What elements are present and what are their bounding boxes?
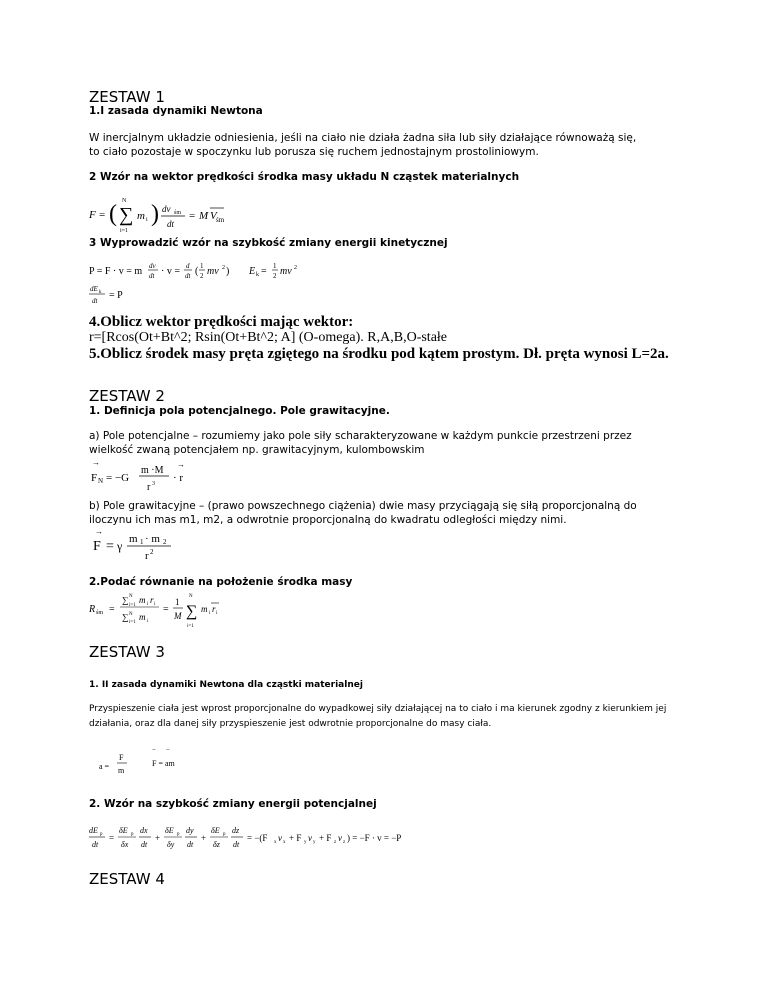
- svg-text:k: k: [256, 272, 259, 278]
- svg-text:=: =: [99, 209, 106, 221]
- svg-text:d: d: [186, 262, 190, 270]
- svg-text:i: i: [147, 619, 149, 624]
- svg-text:a =: a =: [99, 762, 110, 771]
- svg-text:=: =: [106, 539, 114, 554]
- svg-text:1: 1: [140, 538, 144, 546]
- svg-text:2: 2: [163, 538, 167, 546]
- svg-text:dt: dt: [233, 840, 240, 849]
- svg-text:δE: δE: [119, 826, 128, 835]
- svg-text:i: i: [154, 602, 156, 607]
- svg-text:(: (: [195, 266, 199, 277]
- svg-text:dv: dv: [149, 262, 156, 270]
- question-1-4: 4.Oblicz wektor prędkości mając wektor:: [89, 314, 354, 330]
- formula-center-of-mass-position: [89, 588, 259, 632]
- svg-text:i=1: i=1: [187, 624, 194, 629]
- formula-newton-second-law: [89, 745, 199, 777]
- paragraph-line: wielkość zwaną potencjałem np. grawitacyjnym, kulombowskim: [89, 444, 425, 456]
- section-title-4: ZESTAW 4: [89, 870, 165, 888]
- svg-text:k: k: [99, 290, 102, 295]
- question-1-5: 5.Oblicz środek masy pręta zgiętego na środku pod kątem prostym. Dł. pręta wynosi L=2a.: [89, 346, 669, 362]
- svg-text:r: r: [145, 550, 149, 562]
- question-2-2: 2.Podać równanie na położenie środka masy: [89, 576, 353, 588]
- paragraph-line: b) Pole grawitacyjne – (prawo powszechnego ciążenia) dwie masy przyciągają się siłą proporcjonalną do: [89, 500, 637, 512]
- svg-text:dt: dt: [149, 272, 155, 280]
- svg-text:dt: dt: [187, 840, 194, 849]
- svg-text:v: v: [278, 833, 282, 843]
- svg-text:r: r: [212, 604, 216, 614]
- svg-text:dE: dE: [89, 826, 98, 835]
- svg-text:dE: dE: [90, 285, 98, 293]
- svg-text:i: i: [146, 217, 148, 223]
- svg-text:i: i: [147, 602, 149, 607]
- svg-text:i: i: [216, 611, 218, 616]
- svg-text:+: +: [201, 833, 207, 843]
- svg-text:śm: śm: [174, 210, 182, 216]
- svg-text:+ F: + F: [319, 833, 332, 843]
- svg-text:E: E: [249, 266, 256, 277]
- svg-text:∑: ∑: [122, 612, 129, 622]
- svg-text:∑: ∑: [186, 603, 198, 620]
- question-3-1: 1. II zasada dynamiki Newtona dla cząstki materialnej: [89, 680, 363, 690]
- svg-text:m: m: [118, 766, 125, 775]
- svg-text:r: r: [150, 595, 154, 605]
- svg-text:śm: śm: [216, 216, 225, 224]
- section-title-3: ZESTAW 3: [89, 643, 165, 661]
- svg-text:N: N: [129, 594, 133, 599]
- svg-text:dt: dt: [185, 272, 191, 280]
- svg-text:1: 1: [200, 262, 204, 270]
- svg-text:N: N: [98, 477, 104, 485]
- svg-text:y: y: [304, 840, 307, 845]
- svg-text:2: 2: [222, 265, 225, 271]
- svg-text:M: M: [174, 611, 182, 621]
- svg-text:=: =: [189, 210, 196, 222]
- svg-text:2: 2: [200, 272, 204, 280]
- svg-text:· v =: · v =: [161, 266, 180, 277]
- svg-text:m: m: [201, 604, 208, 614]
- svg-text:V: V: [210, 210, 217, 222]
- svg-text:γ: γ: [117, 539, 123, 553]
- formula-universal-gravitation: [89, 526, 209, 566]
- paragraph-line: działania, oraz dla danej siły przyspieszenie jest odwrotnie proporcjonalne do masy ciała.: [89, 719, 492, 729]
- question-1-3: 3 Wyprowadzić wzór na szybkość zmiany energii kinetycznej: [89, 237, 448, 249]
- svg-text:δE: δE: [211, 826, 220, 835]
- svg-text:i=1: i=1: [129, 603, 136, 608]
- svg-text:N: N: [129, 612, 133, 617]
- svg-text:i=1: i=1: [120, 228, 129, 234]
- svg-text:m: m: [129, 533, 138, 545]
- svg-text:→: →: [92, 458, 100, 467]
- svg-text:δy: δy: [167, 840, 175, 849]
- svg-text:dx: dx: [140, 826, 148, 835]
- svg-text:dv: dv: [162, 204, 171, 214]
- paragraph-line: iloczynu ich mas m1, m2, a odwrotnie proporcjonalną do kwadratu odległości między nimi.: [89, 514, 567, 526]
- svg-text:i: i: [209, 611, 211, 616]
- svg-text:r: r: [147, 482, 151, 493]
- paragraph-line: Przyspieszenie ciała jest wprost proporcjonalne do wypadkowej siły działającej na to ciało i ma kierunek zgodny z kierunkiem jej: [89, 704, 667, 714]
- svg-text:śm: śm: [96, 610, 104, 616]
- svg-text:N: N: [122, 198, 127, 204]
- svg-text:dt: dt: [92, 297, 98, 305]
- svg-text:(: (: [109, 201, 117, 227]
- question-3-2: 2. Wzór na szybkość zmiany energii potencjalnej: [89, 798, 377, 810]
- paragraph-line: W inercjalnym układzie odniesienia, jeśli na ciało nie działa żadna siła lub siły działające równoważą się,: [89, 132, 637, 144]
- svg-text:1: 1: [175, 597, 180, 607]
- svg-text:F: F: [89, 209, 96, 221]
- svg-text:M: M: [199, 210, 209, 222]
- svg-text:z: z: [343, 840, 346, 845]
- vector-definition: r=[Rcos(Ot+Bt^2; Rsin(Ot+Bt^2; A] (O-omega). R,A,B,O-stałe: [89, 330, 448, 345]
- svg-text:= −G: = −G: [106, 472, 130, 484]
- svg-text:p: p: [177, 832, 180, 837]
- svg-text:N: N: [189, 594, 193, 599]
- svg-text:F = am: F = am: [152, 759, 175, 768]
- paragraph-line: a) Pole potencjalne – rozumiemy jako pole siły scharakteryzowane w każdym punkcie przestrzeni przez: [89, 430, 632, 442]
- svg-text:+ F: + F: [289, 833, 302, 843]
- svg-text:2: 2: [150, 548, 154, 556]
- svg-text:R: R: [89, 604, 96, 615]
- svg-text:y: y: [313, 840, 316, 845]
- svg-text:→: →: [177, 460, 185, 469]
- svg-text:=: =: [163, 604, 169, 615]
- svg-text:dt: dt: [92, 840, 99, 849]
- svg-text:): ): [226, 266, 230, 277]
- svg-text:i=1: i=1: [129, 620, 136, 625]
- svg-text:δE: δE: [165, 826, 174, 835]
- formula-gravitational-force: [89, 457, 209, 497]
- svg-text:p: p: [100, 832, 103, 837]
- svg-text:· m: · m: [145, 533, 160, 545]
- svg-text:p: p: [131, 832, 134, 837]
- question-1-2: 2 Wzór na wektor prędkości środka masy układu N cząstek materialnych: [89, 171, 520, 183]
- svg-text:δx: δx: [121, 840, 129, 849]
- formula-kinetic-energy-rate: [89, 258, 349, 308]
- svg-text:m: m: [137, 210, 145, 222]
- paragraph-line: to ciało pozostaje w spoczynku lub porusza się ruchem jednostajnym prostoliniowym.: [89, 146, 539, 158]
- formula-center-of-mass-velocity: [89, 192, 249, 238]
- svg-text:=: =: [109, 833, 115, 843]
- svg-text:+: +: [155, 833, 161, 843]
- svg-text:p: p: [223, 832, 226, 837]
- svg-text:2: 2: [273, 272, 277, 280]
- svg-text:) = −F · v = −P: ) = −F · v = −P: [347, 833, 402, 843]
- svg-text:dy: dy: [186, 826, 194, 835]
- svg-text:dt: dt: [167, 219, 175, 229]
- svg-text:3: 3: [152, 481, 155, 487]
- svg-text:δz: δz: [213, 840, 220, 849]
- svg-text:m: m: [139, 595, 146, 605]
- question-2-1: 1. Definicja pola potencjalnego. Pole grawitacyjne.: [89, 405, 390, 417]
- section-title-1: ZESTAW 1: [89, 88, 165, 106]
- svg-text:=: =: [109, 604, 115, 615]
- section-title-2: ZESTAW 2: [89, 387, 165, 405]
- svg-text:2: 2: [294, 265, 297, 271]
- svg-text:): ): [151, 201, 159, 227]
- svg-text:−: −: [152, 746, 156, 754]
- svg-text:m: m: [139, 612, 146, 622]
- svg-text:= P: = P: [109, 290, 123, 301]
- svg-text:=: =: [261, 266, 267, 277]
- svg-text:−: −: [166, 746, 170, 754]
- question-1-1: 1.I zasada dynamiki Newtona: [89, 105, 263, 117]
- svg-text:v: v: [308, 833, 312, 843]
- svg-text:m ·M: m ·M: [141, 465, 164, 476]
- svg-text:z: z: [334, 840, 337, 845]
- svg-text:x: x: [283, 840, 286, 845]
- svg-text:P = F · v = m: P = F · v = m: [89, 266, 143, 277]
- svg-text:1: 1: [273, 262, 277, 270]
- svg-text:mv: mv: [280, 266, 292, 277]
- svg-text:∑: ∑: [119, 204, 134, 226]
- svg-text:→: →: [95, 527, 103, 536]
- svg-text:v: v: [338, 833, 342, 843]
- svg-text:x: x: [274, 840, 277, 845]
- svg-text:∑: ∑: [122, 595, 129, 605]
- svg-text:· r: · r: [173, 472, 184, 484]
- svg-text:dt: dt: [141, 840, 148, 849]
- formula-potential-energy-rate: [89, 822, 449, 856]
- svg-text:F: F: [119, 753, 124, 762]
- svg-text:mv: mv: [207, 266, 219, 277]
- svg-text:F: F: [93, 539, 101, 554]
- svg-text:F: F: [91, 472, 98, 484]
- svg-text:dz: dz: [232, 826, 240, 835]
- svg-text:= −(F: = −(F: [247, 833, 268, 843]
